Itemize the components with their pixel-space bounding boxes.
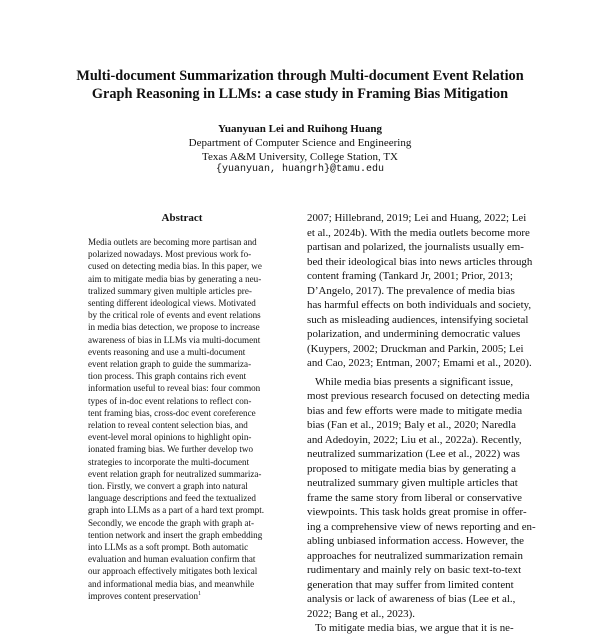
body-line: bias and few efforts were made to mitigate media bbox=[307, 404, 523, 417]
body-line: viewpoints. This task holds great promise in offer- bbox=[307, 506, 527, 518]
abstract-line: tention network and insert the graph embedding bbox=[88, 529, 263, 540]
author-email: {yuanyuan, huangrh}@tamu.edu bbox=[215, 164, 385, 175]
body-line: and Cao, 2023; Entman, 2007; Emami et al., 2020). bbox=[307, 357, 532, 369]
abstract-line: and informational media bias, and meanwhile bbox=[88, 578, 255, 589]
title-line-1: Multi-document Summarization through Multi-document Event Relation bbox=[76, 68, 524, 84]
abstract-line: tent framing bias, cross-doc event coreference bbox=[88, 407, 256, 418]
abstract-line: tion process. This graph contains rich event bbox=[88, 371, 247, 382]
body-line: neutralized summarization (Lee et al., 2022) was bbox=[307, 448, 520, 460]
abstract-line: cused on detecting media bias. In this paper, we bbox=[88, 261, 262, 272]
body-line: To mitigate media bias, we argue that it is ne- bbox=[307, 622, 514, 634]
abstract-line: awareness of bias in LLMs via multi-document bbox=[88, 334, 261, 345]
abstract-line: types of in-doc event relations to reflect con- bbox=[88, 395, 252, 406]
body-line: generation that may suffer from limited content bbox=[307, 578, 514, 591]
body-line: ing a comprehensive view of news reporting and en- bbox=[307, 520, 536, 533]
footnote-mark: 1 bbox=[198, 590, 202, 597]
abstract-line: tralized summary given multiple articles pre- bbox=[88, 285, 252, 296]
abstract-line: event-level moral opinions to highlight opin- bbox=[88, 432, 252, 443]
body-line: bed their ideological bias into news articles through bbox=[307, 255, 533, 268]
author-names: Yuanyuan Lei and Ruihong Huang bbox=[217, 123, 383, 135]
abstract-line: polarized nowadays. Most previous work fo- bbox=[88, 249, 252, 260]
abstract-line: Media outlets are becoming more partisan and bbox=[88, 237, 257, 247]
body-line: and Adedoyin, 2022; Liu et al., 2022a). Recently, bbox=[307, 433, 522, 446]
abstract-line: strategies to incorporate the multi-document bbox=[88, 456, 250, 467]
abstract-line: event relation graph for neutralized summariza- bbox=[88, 468, 262, 479]
body-line: content framing (Tankard Jr, 2001; Prior, 2013; bbox=[307, 270, 513, 282]
body-line: frame the same story from liberal or conservative bbox=[307, 491, 523, 504]
abstract-line: events reasoning and use a multi-document bbox=[88, 346, 246, 357]
abstract-line: our approach effectively mitigates both lexical bbox=[88, 566, 258, 577]
abstract-line: in media bias detection, we propose to increase bbox=[88, 322, 260, 333]
body-line: neutralized summary given multiple articles that bbox=[307, 477, 518, 489]
author-university: Texas A&M University, College Station, TX bbox=[202, 151, 398, 163]
abstract-line: aim to mitigate media bias by generating a neu- bbox=[88, 273, 262, 284]
body-line: 2007; Hillebrand, 2019; Lei and Huang, 2022; Lei bbox=[307, 212, 527, 224]
body-line: (Kuypers, 2002; Druckman and Parkin, 2005; Lei bbox=[307, 342, 524, 355]
abstract-line: evaluation and human evaluation confirm that bbox=[88, 554, 256, 565]
body-line: rudimentary and mainly rely on basic text-to-text bbox=[307, 564, 522, 576]
body-line: bias (Fan et al., 2019; Baly et al., 2020; Naredla bbox=[307, 419, 516, 431]
abstract-line: by the critical role of events and event relations bbox=[88, 310, 261, 321]
abstract-line: Secondly, we encode the graph with graph at- bbox=[88, 517, 255, 528]
body-line: most previous research focused on detecting media bbox=[307, 390, 530, 402]
body-line: approaches for neutralized summarization remain bbox=[307, 549, 523, 562]
body-line: D’Angelo, 2017). The prevalence of media bias bbox=[307, 284, 515, 297]
abstract-line: language descriptions and feed the textualized bbox=[88, 493, 256, 504]
author-department: Department of Computer Science and Engineering bbox=[188, 137, 412, 149]
abstract-line: tion. Firstly, we convert a graph into natural bbox=[88, 481, 248, 491]
abstract-line: improves content preservation$^1$ bbox=[88, 590, 202, 601]
abstract-line: senting different ideological views. Motivated bbox=[88, 298, 256, 308]
abstract-line: relation to reveal content selection bias, and bbox=[88, 420, 248, 430]
abstract-line: ionated framing bias. We further develop two bbox=[88, 444, 254, 455]
body-line: abling unbiased information access. However, the bbox=[307, 535, 525, 547]
paper-title bbox=[40, 67, 560, 103]
abstract-line: graph into LLMs as a part of a hard text prompt. bbox=[88, 505, 265, 516]
body-line: proposed to mitigate media bias by generating a bbox=[307, 462, 516, 475]
body-line: polarization, and undermining democratic values bbox=[307, 328, 521, 340]
body-line: While media bias presents a significant issue, bbox=[307, 375, 514, 388]
body-line: such as misleading audiences, intensifying societal bbox=[307, 313, 529, 326]
abstract-line: information useful to reveal bias: four common bbox=[88, 383, 261, 394]
body-line: 2022; Bang et al., 2023). bbox=[307, 607, 415, 620]
body-line: et al., 2024b). With the media outlets become more bbox=[307, 226, 530, 239]
title-line-2: Graph Reasoning in LLMs: a case study in Framing Bias Mitigation bbox=[91, 86, 509, 102]
abstract-line: into LLMs as a soft prompt. Both automatic bbox=[88, 542, 249, 552]
abstract-heading: Abstract bbox=[161, 212, 203, 224]
body-line: partisan and polarized, the journalists usually em- bbox=[307, 241, 524, 253]
body-line: analysis or lack of awareness of bias (Lee et al., bbox=[307, 593, 516, 605]
abstract-line: event relation graph to guide the summariza- bbox=[88, 359, 252, 369]
body-line: has harmful effects on both individuals and society, bbox=[307, 299, 532, 311]
